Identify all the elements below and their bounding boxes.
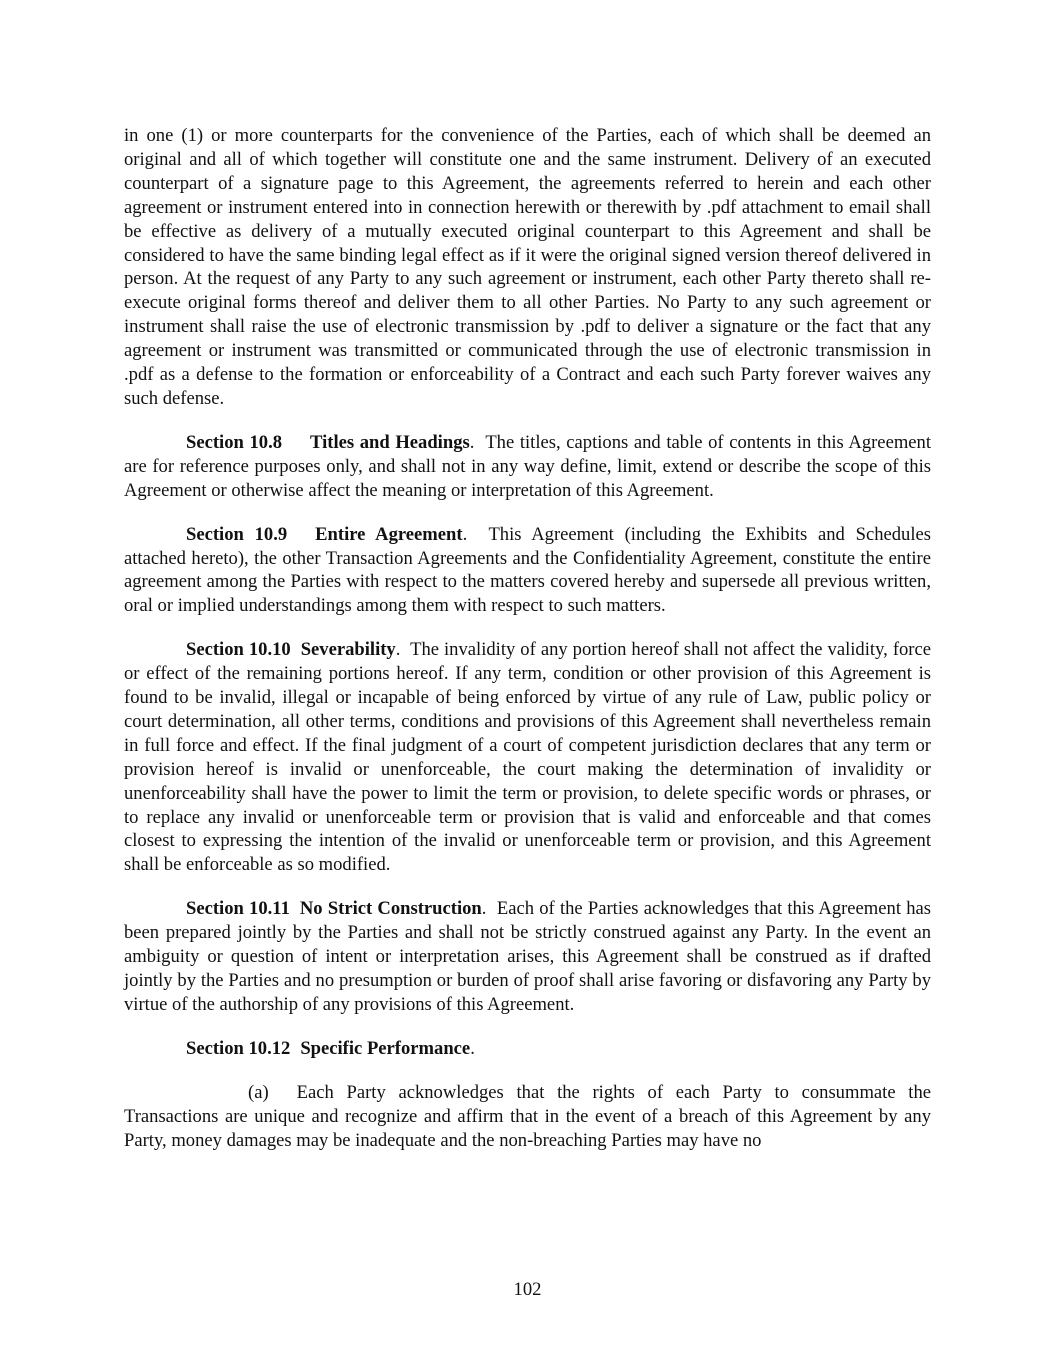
continuation-paragraph: in one (1) or more counterparts for the convenience of the Parties, each of which shall be deemed an original and all of which together will constitute one and the same instrument. Delivery of an executed counterpart of a signature page to this Agreement, the agreements referred to herein and each other agreement or instrument entered into in connection herewith or therewith by .pdf attachment to email shall be effective as delivery of a mutually executed original counterpart to this Agreement and shall be considered to have the same binding legal effect as if it were the original signed version thereof delivered in person. At the request of any Party to any such agreement or instrument, each other Party thereto shall re-execute original forms thereof and deliver them to all other Parties. No Party to any such agreement or instrument shall raise the use of electronic transmission by .pdf to deliver a signature or the fact that any agreement or instrument was transmitted or communicated through the use of electronic transmission in .pdf as a defense to the formation or enforceability of a Contract and each such Party forever waives any such defense.	[124, 125, 931, 409]
section-10-10-paragraph: Section 10.10 Severability. The invalidity of any portion hereof shall not affect the validity, force or effect of the remaining portions hereof. If any term, condition or other provision of this Agreement is found to be invalid, illegal or incapable of being enforced by virtue of any rule of Law, public policy or court determination, all other terms, conditions and provisions of this Agreement shall nevertheless remain in full force and effect. If the final judgment of a court of competent jurisdiction declares that any term or provision hereof is invalid or unenforceable, the court making the determination of invalidity or unenforceability shall have the power to limit the term or provision, to delete specific words or phrases, or to replace any invalid or unenforceable term or provision that is valid and enforceable and that comes closest to expressing the intention of the invalid or unenforceable term or provision, and this Agreement shall be enforceable as so modified.	[124, 639, 932, 876]
document-body	[124, 124, 931, 1172]
section-body: Each of the Parties acknowledges that this Agreement has been prepared jointly by the Parties and shall not be strictly construed against any Party. In the event an ambiguity or question of intent or interpretation arises, this Agreement shall be construed as if drafted jointly by the Parties and no presumption or burden of proof shall arise favoring or disfavoring any Party by virtue of the authorship of any provisions of this Agreement.	[124, 898, 931, 1015]
section-title: Specific Performance	[300, 1037, 471, 1059]
section-10-8-paragraph: Section 10.8 Titles and Headings. The titles, captions and table of contents in this Agreement are for reference purposes only, and shall not in any way define, limit, extend or describe the scope of this Agreement or otherwise affect the meaning or interpretation of this Agreement.	[124, 431, 931, 501]
section-10-12-heading: Section 10.12 Specific Performance.	[186, 1037, 475, 1059]
section-10-11-paragraph: Section 10.11 No Strict Construction. Each of the Parties acknowledges that this Agreement has been prepared jointly by the Parties and shall not be strictly construed against any Party. In the event an ambiguity or question of intent or interpretation arises, this Agreement shall be construed as if drafted jointly by the Parties and no presumption or burden of proof shall arise favoring or disfavoring any Party by virtue of the authorship of any provisions of this Agreement.	[124, 898, 931, 1015]
section-number: Section 10.10	[186, 639, 291, 661]
section-10-9-paragraph: Section 10.9 Entire Agreement. This Agreement (including the Exhibits and Schedules attached hereto), the other Transaction Agreements and the Confidentiality Agreement, constitute the entire agreement among the Parties with respect to the matters covered hereby and supersede all previous written, oral or implied understandings among them with respect to such matters.	[124, 523, 932, 617]
section-number: Section 10.12	[186, 1037, 291, 1059]
section-body: The invalidity of any portion hereof shall not affect the validity, force or effect of the remaining portions hereof. If any term, condition or other provision of this Agreement is found to be invalid, illegal or incapable of being enforced by virtue of any rule of Law, public policy or court determination, all other terms, conditions and provisions of this Agreement shall nevertheless remain in full force and effect. If the final judgment of a court of competent jurisdiction declares that any term or provision hereof is invalid or unenforceable, the court making the determination of invalidity or unenforceability shall have the power to limit the term or provision, to delete specific words or phrases, or to replace any invalid or unenforceable term or provision that is valid and enforceable and that comes closest to expressing the intention of the invalid or unenforceable term or provision, and this Agreement shall be enforceable as so modified.	[124, 639, 932, 876]
subsection-a-paragraph	[124, 1081, 931, 1153]
section-body: This Agreement (including the Exhibits and Schedules attached hereto), the other Transaction Agreements and the Confidentiality Agreement, constitute the entire agreement among the Parties with respect to the matters covered hereby and supersede all previous written, oral or implied understandings among them with respect to such matters.	[124, 523, 932, 617]
section-number: Section 10.9	[186, 523, 288, 545]
section-title: No Strict Construction	[299, 898, 482, 920]
section-title: Titles and Headings	[310, 431, 470, 453]
section-number: Section 10.11	[186, 898, 290, 920]
section-title: Entire Agreement	[315, 523, 463, 545]
page-number: 102	[513, 1279, 542, 1300]
section-body: The titles, captions and table of contents in this Agreement are for reference purposes only, and shall not in any way define, limit, extend or describe the scope of this Agreement or otherwise affect the meaning or interpretation of this Agreement.	[124, 431, 931, 501]
subsection-label: (a)	[248, 1081, 269, 1103]
section-number: Section 10.8	[186, 431, 283, 453]
section-title: Severability	[300, 639, 396, 661]
subsection-body: Each Party acknowledges that the rights of each Party to consummate the Transactions are unique and recognize and affirm that in the event of a breach of this Agreement by any Party, money damages may be inadequate and the non-breaching Parties may have no	[124, 1081, 931, 1151]
